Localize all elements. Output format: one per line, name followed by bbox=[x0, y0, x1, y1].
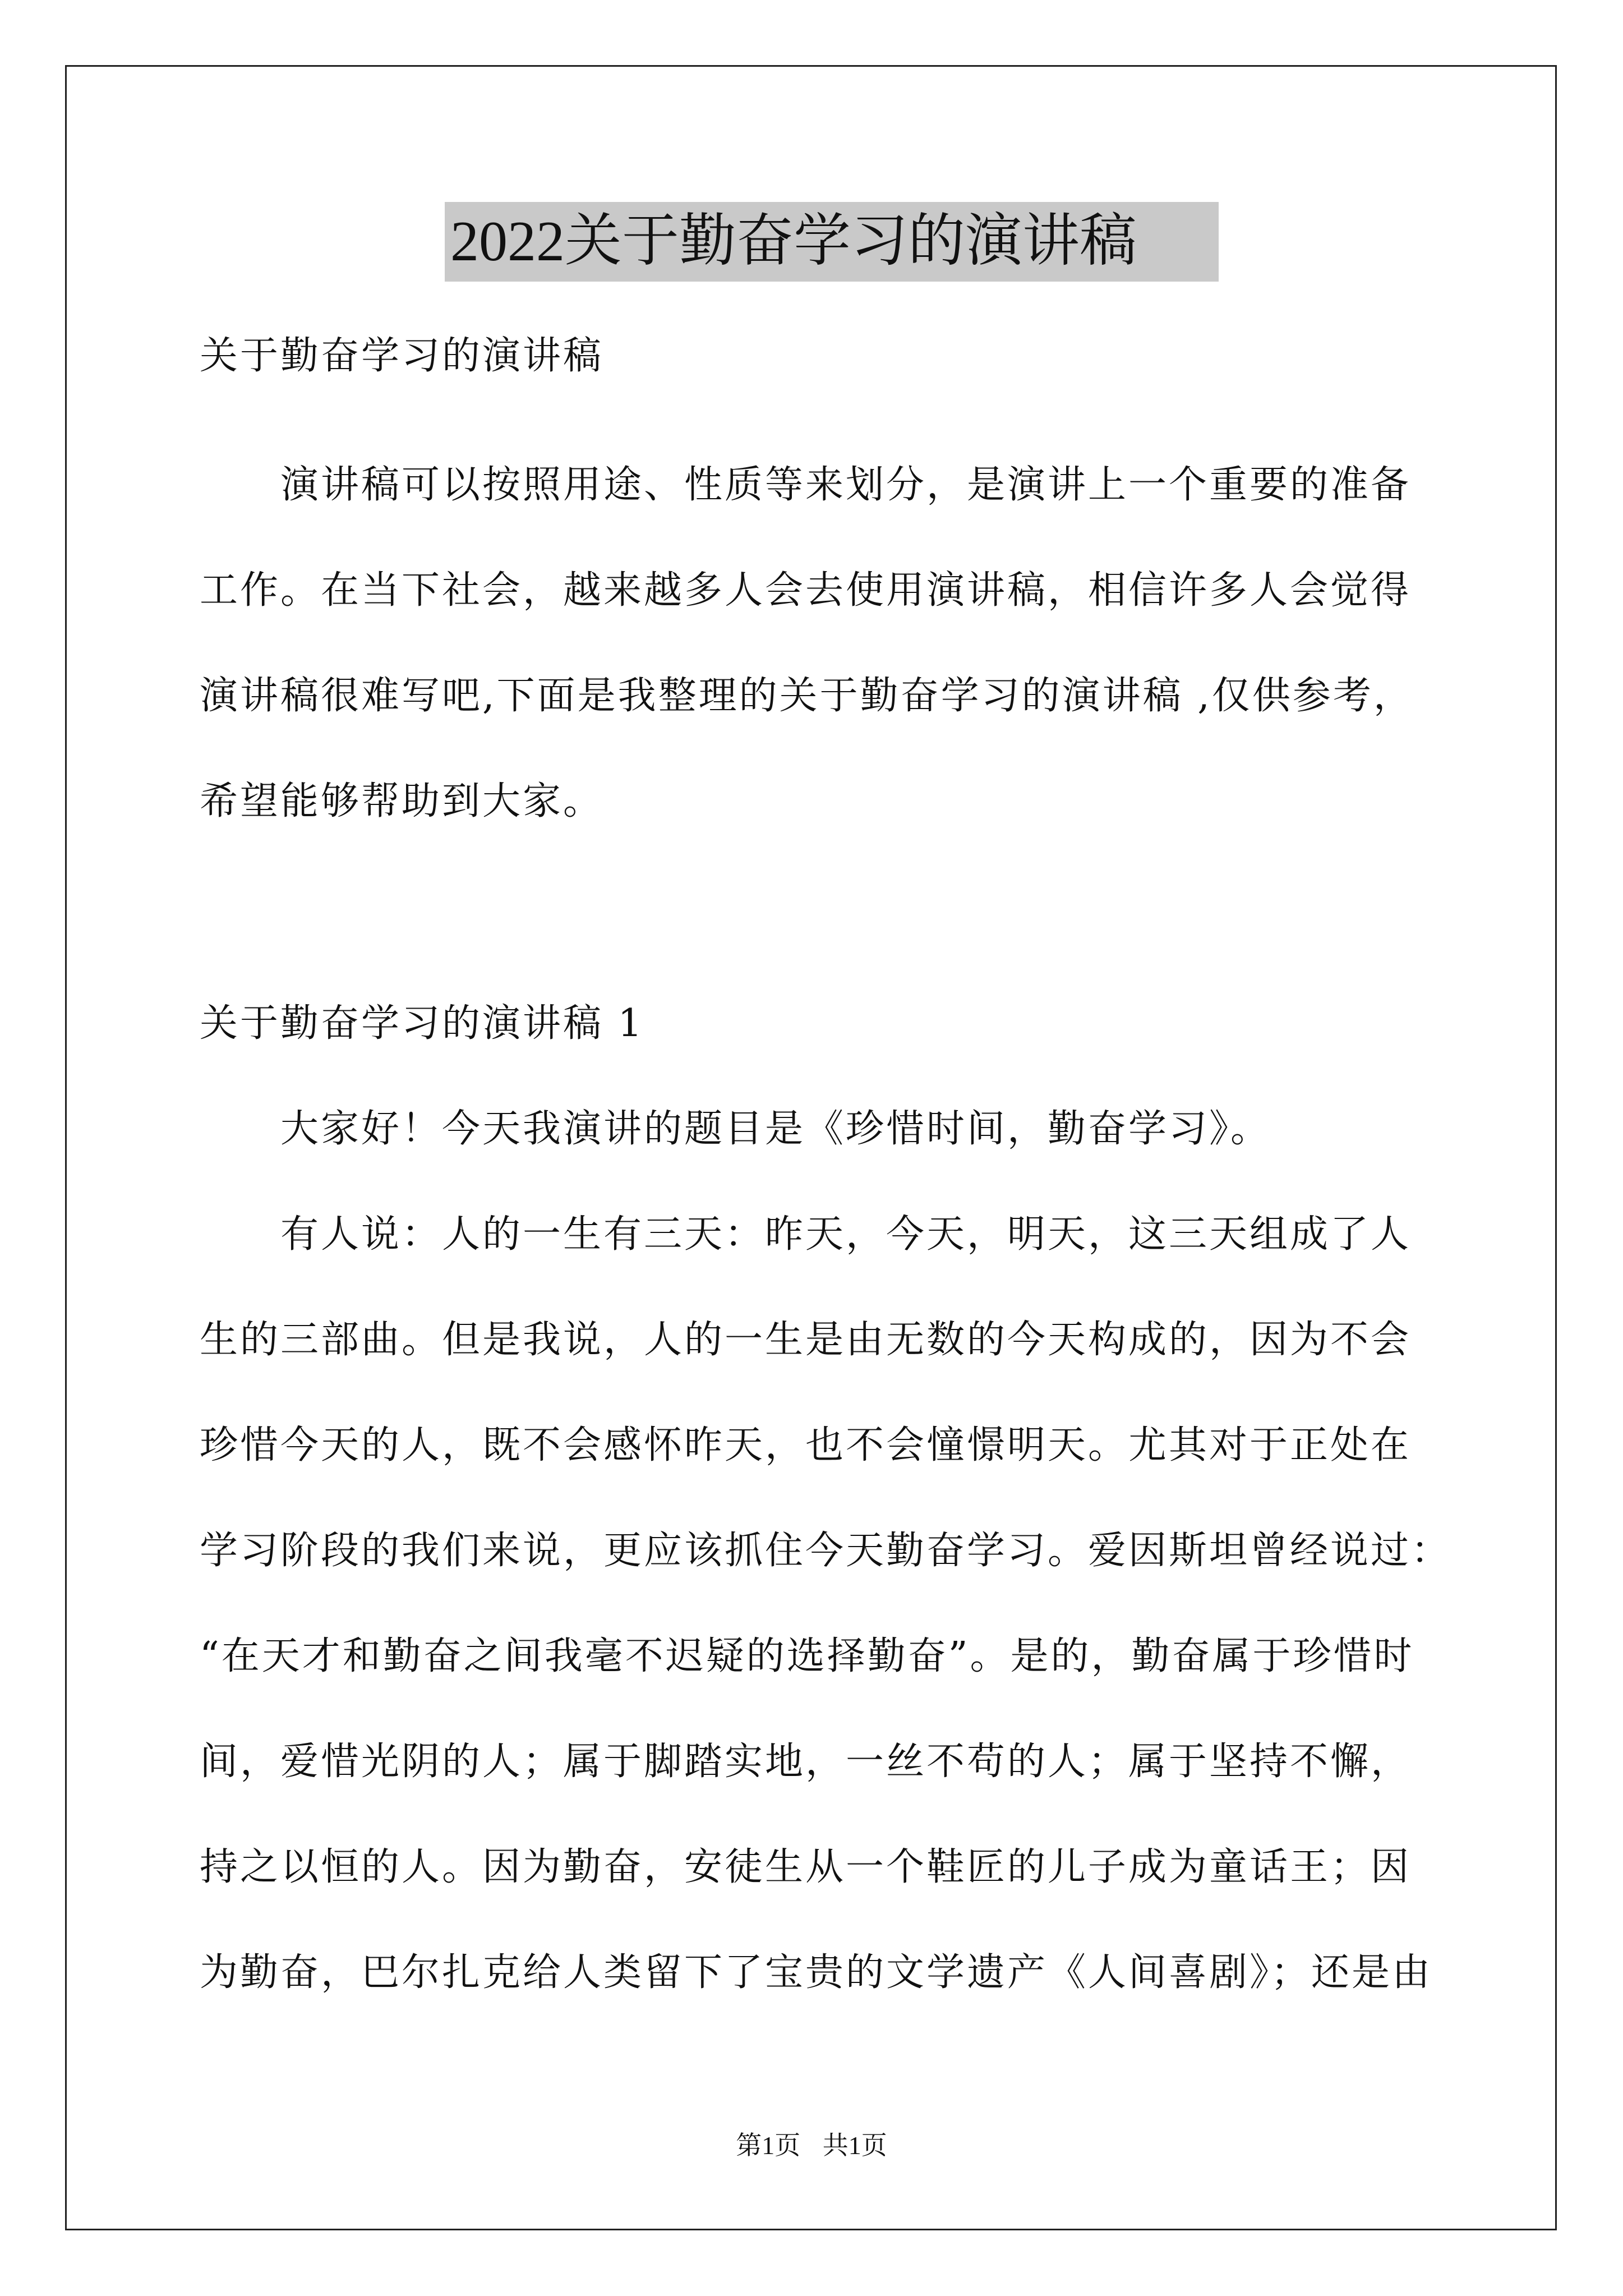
body-line: 珍惜今天的人，既不会感怀昨天，也不会憧憬明天。尤其对于正处在 bbox=[200, 1423, 1412, 1467]
intro-line: 工作。在当下社会，越来越多人会去使用演讲稿，相信许多人会觉得 bbox=[200, 568, 1412, 613]
page-footer bbox=[0, 2129, 1623, 2162]
greeting-line: 大家好！今天我演讲的题目是《珍惜时间，勤奋学习》。 bbox=[280, 1107, 1271, 1151]
body-line: 间，爱惜光阴的人；属于脚踏实地，一丝不苟的人；属于坚持不懈， bbox=[200, 1740, 1412, 1784]
body-line: 学习阶段的我们来说，更应该抓住今天勤奋学习。爱因斯坦曾经说过： bbox=[200, 1529, 1452, 1573]
intro-line: 演讲稿很难写吧,下面是我整理的关于勤奋学习的演讲稿 ,仅供参考， bbox=[200, 674, 1414, 718]
intro-line: 希望能够帮助到大家。 bbox=[200, 779, 604, 823]
intro-heading: 关于勤奋学习的演讲稿 bbox=[200, 334, 604, 378]
body-line: “在天才和勤奋之间我毫不迟疑的选择勤奋”。是的，勤奋属于珍惜时 bbox=[200, 1634, 1414, 1678]
document-title: 2022关于勤奋学习的演讲稿 bbox=[445, 202, 1219, 282]
section-heading: 关于勤奋学习的演讲稿 1 bbox=[200, 1001, 644, 1046]
body-line: 持之以恒的人。因为勤奋，安徒生从一个鞋匠的儿子成为童话王；因 bbox=[200, 1845, 1412, 1889]
body-line: 为勤奋，巴尔扎克给人类留下了宝贵的文学遗产《人间喜剧》；还是由 bbox=[200, 1950, 1433, 1995]
body-line: 生的三部曲。但是我说，人的一生是由无数的今天构成的，因为不会 bbox=[200, 1318, 1412, 1362]
page-number: 第1页 bbox=[736, 2131, 801, 2160]
intro-line: 演讲稿可以按照用途、性质等来划分，是演讲上一个重要的准备 bbox=[280, 463, 1412, 507]
page-total: 共1页 bbox=[822, 2131, 887, 2160]
body-line: 有人说：人的一生有三天：昨天，今天，明天，这三天组成了人 bbox=[280, 1212, 1412, 1257]
